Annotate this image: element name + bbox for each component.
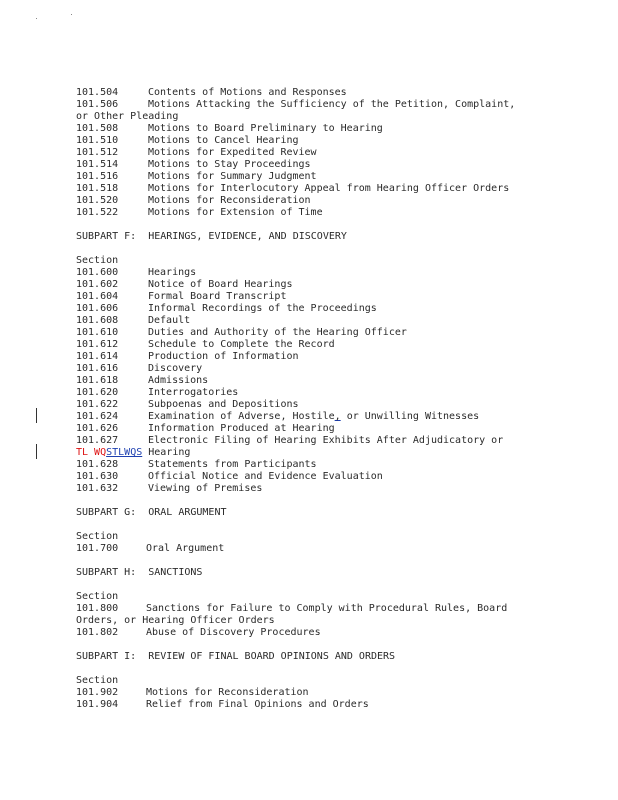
subpart-heading	[76, 507, 227, 519]
section-row	[76, 123, 383, 135]
section-number: 101.512	[76, 147, 119, 158]
section-row	[76, 483, 262, 495]
section-number: 101.802	[76, 627, 119, 638]
subpart-heading	[76, 567, 202, 579]
section-title: Motions for Reconsideration	[148, 195, 311, 206]
subpart-label: SUBPART H:	[76, 567, 137, 578]
section-number: 101.516	[76, 171, 119, 182]
section-row	[76, 687, 309, 699]
section-heading: Section	[76, 591, 119, 602]
section-row	[76, 387, 238, 399]
section-title: Information Produced at Hearing	[148, 423, 335, 434]
section-number: 101.627	[76, 435, 119, 446]
section-title: Motions for Interlocutory Appeal from Hearing Officer Orders	[148, 183, 510, 194]
section-title-continuation: or Other Pleading	[76, 111, 179, 122]
section-title: Motions to Stay Proceedings	[148, 159, 311, 170]
section-title: Official Notice and Evidence Evaluation	[148, 471, 383, 482]
subpart-heading	[76, 231, 347, 243]
section-number: 101.600	[76, 267, 119, 278]
section-number: 101.626	[76, 423, 119, 434]
section-number: 101.700	[76, 543, 119, 554]
section-title: Motions for Expedited Review	[148, 147, 317, 158]
section-number: 101.604	[76, 291, 119, 302]
subpart-label: SUBPART G:	[76, 507, 137, 518]
section-row	[76, 87, 347, 99]
section-title: Formal Board Transcript	[148, 291, 287, 302]
section-title: Schedule to Complete the Record	[148, 339, 335, 350]
section-number: 101.622	[76, 399, 119, 410]
section-number: 101.514	[76, 159, 119, 170]
section-number: 101.608	[76, 315, 119, 326]
section-title: Notice of Board Hearings	[148, 279, 293, 290]
section-number: 101.504	[76, 87, 119, 98]
section-row	[76, 627, 321, 639]
scan-speck	[36, 18, 37, 19]
section-row	[76, 207, 323, 219]
section-title: Motions Attacking the Sufficiency of the Petition, Complaint,	[148, 99, 516, 110]
section-title: Duties and Authority of the Hearing Officer	[148, 327, 407, 338]
section-number: 101.614	[76, 351, 119, 362]
subpart-label: SUBPART F:	[76, 231, 137, 242]
section-row	[76, 363, 202, 375]
section-number: 101.520	[76, 195, 119, 206]
section-row	[76, 351, 299, 363]
section-row	[76, 159, 311, 171]
section-row	[76, 327, 407, 339]
section-title	[148, 411, 479, 423]
title-part: or Unwilling Witnesses	[340, 411, 480, 422]
subpart-title: ORAL ARGUMENT	[148, 507, 227, 518]
subpart-title: REVIEW OF FINAL BOARD OPINIONS AND ORDERS	[148, 651, 396, 662]
section-number: 101.632	[76, 483, 119, 494]
section-title: Oral Argument	[146, 543, 225, 554]
subpart-heading	[76, 651, 395, 663]
section-row	[76, 423, 335, 435]
section-title: Subpoenas and Depositions	[148, 399, 299, 410]
scan-speck	[71, 14, 72, 15]
section-title: Sanctions for Failure to Comply with Procedural Rules, Board	[146, 603, 508, 614]
change-bar	[36, 444, 37, 459]
section-row	[76, 195, 311, 207]
section-number: 101.902	[76, 687, 119, 698]
section-number: 101.630	[76, 471, 119, 482]
section-row	[76, 303, 377, 315]
section-title: Statements from Participants	[148, 459, 317, 470]
subpart-title: HEARINGS, EVIDENCE, AND DISCOVERY	[148, 231, 347, 242]
section-title: Motions to Board Preliminary to Hearing	[148, 123, 383, 134]
subpart-label: SUBPART I:	[76, 651, 137, 662]
section-title: Viewing of Premises	[148, 483, 263, 494]
section-number: 101.624	[76, 411, 119, 422]
section-number: 101.800	[76, 603, 119, 614]
section-row	[76, 375, 208, 387]
title-part: Examination of Adverse, Hostile	[148, 411, 335, 422]
section-number: 101.628	[76, 459, 119, 470]
section-title: Hearings	[148, 267, 197, 278]
section-title-continuation	[76, 447, 190, 459]
inserted-text: STLWQS	[106, 447, 143, 458]
section-number: 101.506	[76, 99, 119, 110]
section-number: 101.522	[76, 207, 119, 218]
section-title: Admissions	[148, 375, 209, 386]
section-number: 101.618	[76, 375, 119, 386]
section-row	[76, 471, 383, 483]
inserted-comma: ,	[334, 411, 341, 422]
section-title: Motions for Reconsideration	[146, 687, 309, 698]
section-row	[76, 135, 299, 147]
section-number: 101.510	[76, 135, 119, 146]
section-title-continuation: Orders, or Hearing Officer Orders	[76, 615, 275, 626]
section-row	[76, 315, 190, 327]
section-title: Production of Information	[148, 351, 299, 362]
section-row	[76, 339, 335, 351]
section-row	[76, 147, 317, 159]
section-number: 101.616	[76, 363, 119, 374]
section-title: Motions to Cancel Hearing	[148, 135, 299, 146]
section-number: 101.508	[76, 123, 119, 134]
section-row	[76, 411, 479, 423]
subpart-title: SANCTIONS	[148, 567, 203, 578]
section-number: 101.612	[76, 339, 119, 350]
section-title: Motions for Extension of Time	[148, 207, 323, 218]
section-heading: Section	[76, 255, 119, 266]
section-number: 101.602	[76, 279, 119, 290]
section-heading: Section	[76, 531, 119, 542]
section-title: Motions for Summary Judgment	[148, 171, 317, 182]
section-number: 101.620	[76, 387, 119, 398]
section-row	[76, 459, 317, 471]
section-title: Abuse of Discovery Procedures	[146, 627, 321, 638]
section-row	[76, 99, 515, 111]
section-row	[76, 267, 196, 279]
section-row	[76, 435, 503, 447]
section-title: Electronic Filing of Hearing Exhibits After Adjudicatory or	[148, 435, 504, 446]
section-title: Discovery	[148, 363, 203, 374]
section-row	[76, 183, 509, 195]
section-row	[76, 603, 507, 615]
section-title: Interrogatories	[148, 387, 239, 398]
section-title: Default	[148, 315, 191, 326]
section-row	[76, 279, 293, 291]
section-row	[76, 399, 299, 411]
section-number: 101.904	[76, 699, 119, 710]
section-row	[76, 171, 317, 183]
section-number: 101.606	[76, 303, 119, 314]
section-number: 101.518	[76, 183, 119, 194]
section-title: Contents of Motions and Responses	[148, 87, 347, 98]
section-row	[76, 543, 224, 555]
section-title: Relief from Final Opinions and Orders	[146, 699, 369, 710]
section-row	[76, 699, 369, 711]
section-number: 101.610	[76, 327, 119, 338]
section-row	[76, 291, 286, 303]
deleted-text: TL WQ	[76, 447, 107, 458]
change-bar	[36, 408, 37, 423]
section-title: Informal Recordings of the Proceedings	[148, 303, 377, 314]
section-heading: Section	[76, 675, 119, 686]
title-part: Hearing	[142, 447, 191, 458]
